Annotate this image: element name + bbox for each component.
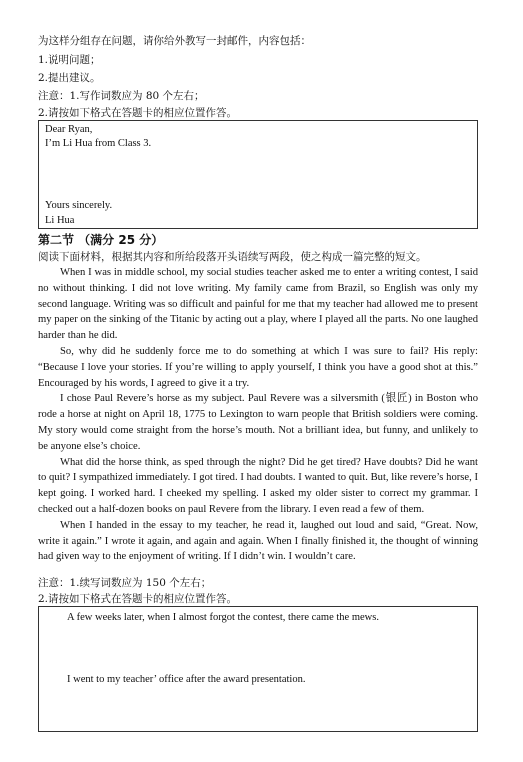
passage-paragraph: What did the horse think, as sped through the night? Did he get tired? Have doubts? Did he want to quit? I sympathized immediately. I got tired. I had doubts. I wanted to quit. But, like revere’s horse, I kept going. I worked hard. I cheeked my spelling. I asked my older sister to correct my grammar. I checked out a half-dozen books on paul Revere from the library. I even read a few of them. xyxy=(38,456,478,515)
passage-paragraph: When I handed in the essay to my teacher, he read it, laughed out loud and said, “Great. Now, write it again.” I wrote it again, and again and again. When I finally finished it, the thought of winning had given way to the enjoyment of writing. If I didn’t win. I wouldn’t care. xyxy=(38,519,478,563)
passage-paragraph: So, why did he suddenly force me to do something at which I was sure to fail? His reply: “Because I love your stories. If you’re willing to apply yourself, I think you have a good shot at this.” Encouraged by his words, I agreed to give it a try. xyxy=(38,345,478,389)
passage-paragraph: I chose Paul Revere’s horse as my subject. Paul Revere was a silversmith (银匠) in Boston who rode a horse at night on April 18, 1775 to Lexington to warn people that British soldiers were coming. My story would come straight from the horse’s mouth. Not a brilliant idea, but funny, and unlikely to be anyone else’s choice. xyxy=(38,393,478,452)
section-instruction: 阅读下面材料，根据其内容和所给段落开头语续写两段，使之构成一篇完整的短文。 xyxy=(38,251,427,263)
requirement-item-1: 1.说明问题； xyxy=(38,54,101,66)
section-title: 第二节 （满分 25 分） xyxy=(38,233,164,247)
continuation-note-word-count: 注意：1.续写词数应为 150 个左右； xyxy=(38,577,212,589)
letter-closing: Yours sincerely. xyxy=(45,200,113,211)
letter-signature: Li Hua xyxy=(45,215,75,226)
note-word-count: 注意：1.写作词数应为 80 个左右； xyxy=(38,90,205,102)
continuation-answer-box[interactable] xyxy=(38,606,478,732)
letter-greeting: Dear Ryan, xyxy=(45,124,93,135)
paragraph-start-2: I went to my teacher’ office after the award presentation. xyxy=(67,674,306,685)
paragraph-start-1: A few weeks later, when I almost forgot the contest, there came the mews. xyxy=(67,612,379,623)
note-format: 2.请按如下格式在答题卡的相应位置作答。 xyxy=(38,107,238,119)
intro-line: 为这样分组存在问题，请你给外教写一封邮件，内容包括： xyxy=(38,35,311,47)
continuation-note-format: 2.请按如下格式在答题卡的相应位置作答。 xyxy=(38,593,238,605)
passage-paragraph: When I was in middle school, my social studies teacher asked me to enter a writing contest, I said no without thinking. I did not love writing. My family came from Brazil, so English was only my second language. Writing was so difficult and painful for me that my teacher had allowed me to present my paper on the sinking of the Titanic by acting out a play, where I played all the parts. No one laughed harder than he did. xyxy=(38,267,478,342)
letter-answer-box[interactable] xyxy=(38,120,478,229)
requirement-item-2: 2.提出建议。 xyxy=(38,72,101,84)
letter-opening-line: I’m Li Hua from Class 3. xyxy=(45,138,152,149)
reading-passage xyxy=(38,265,478,565)
